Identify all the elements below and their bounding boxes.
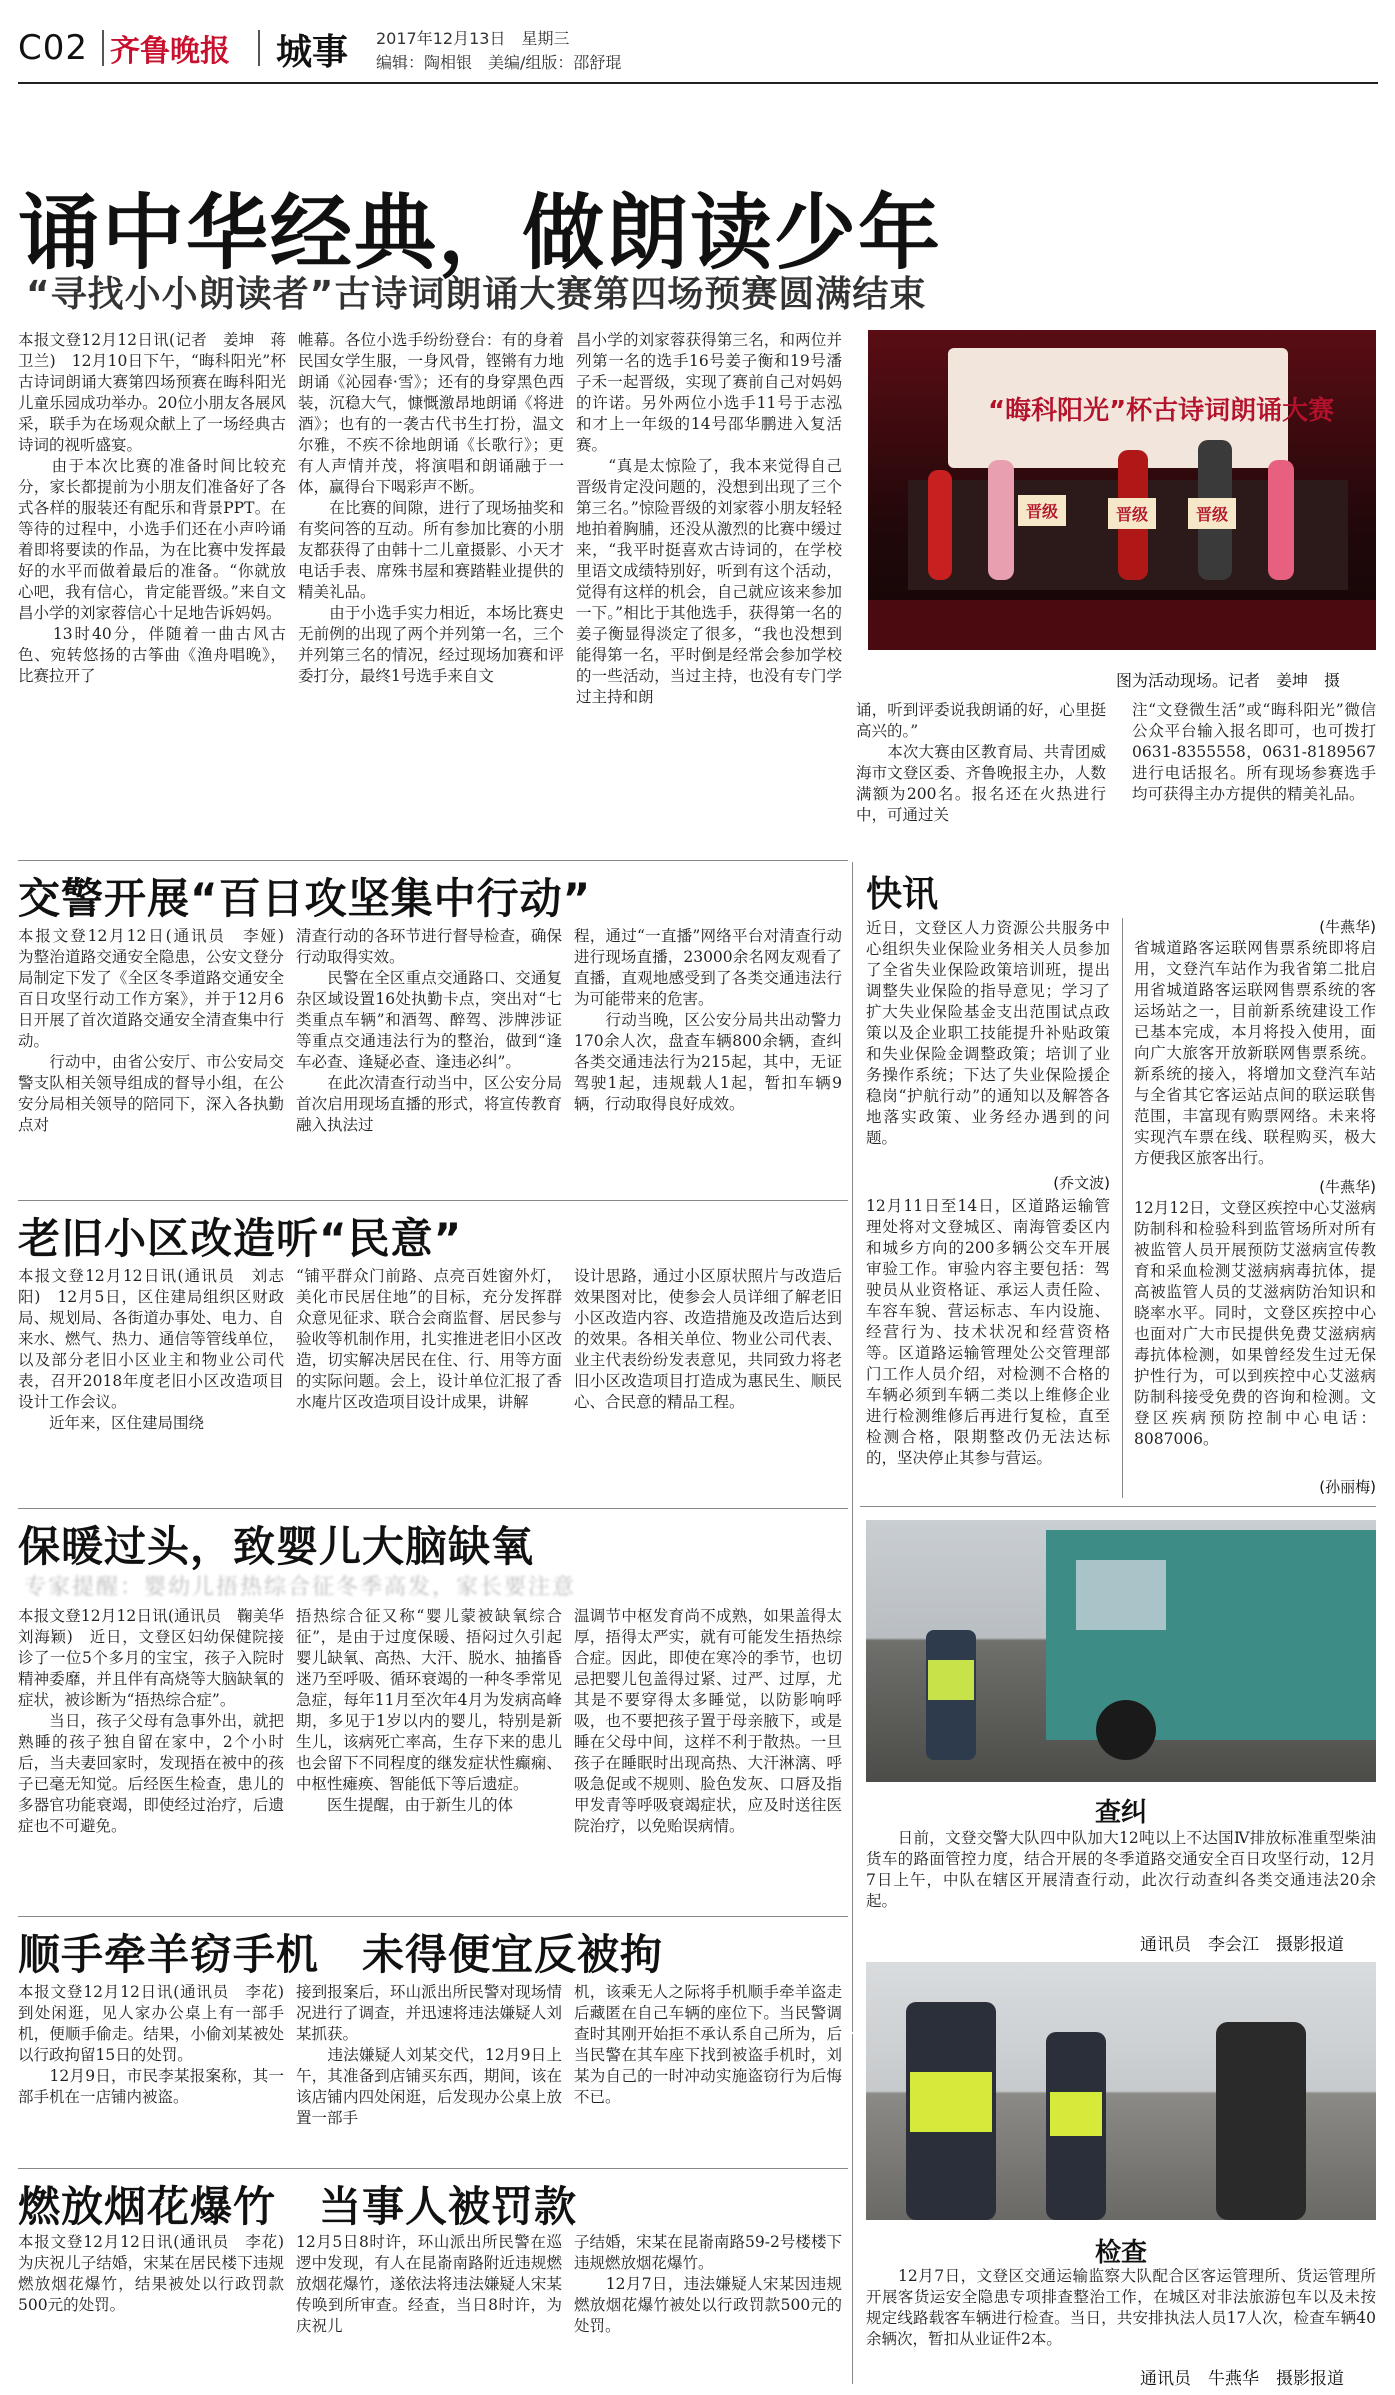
renovation-column-2: “铺平群众门前路、点亮百姓窗外灯，美化市民居住地”的目标，充分发挥群众意见征求、联合会商监督、居民参与验收等机制作用，扎实推进老旧小区改造，切实解决居民在住、行、用等方面的实际问题。会上，设计单位汇报了香水庵片区改造项目设计成果，讲解 [296, 1267, 562, 1411]
phone-column-1: 本报文登12月12日讯(通讯员 李花) 到处闲逛，见人家办公桌上有一部手机，便顺手偷走。结果，小偷刘某被处以行政拘留15日的处罚。 12月9日，市民李某报案称，其一部手机在一店铺内被盗。 [18, 1983, 284, 2106]
traffic-headline: 交警开展“百日攻坚集中行动” [18, 874, 592, 923]
renovation-headline: 老旧小区改造听“民意” [18, 1214, 463, 1263]
lead-column-3: 昌小学的刘家蓉获得第三名，和两位并列第一名的选手16号姜子衡和19号潘子禾一起晋级，实现了赛前自己对妈妈的许诺。另外两位小选手11号于志泓和才上一年级的14号邵华鹏进入复活赛。 “真是太惊险了，我本来觉得自己晋级肯定没问题的，没想到出现了三个第三名。”惊险晋级的刘家蓉小朋友轻轻地拍着胸脯，还没从激烈的比赛中缓过来，“我平时挺喜欢古诗词的，在学校里语文成绩特别好，听到有这个活动，觉得有这样的机会，自己就应该来参加一下。”相比于其他选手，获得第一名的姜子衡显得淡定了很多，“我也没想到能得第一名，平时倒是经常会参加学校的一些活动，当过主持，也没有专门学过主持和朗 [576, 331, 842, 706]
column-divider [852, 862, 853, 2032]
lead-subhead: “寻找小小朗读者”古诗词朗诵大赛第四场预赛圆满结束 [26, 274, 927, 315]
section-divider [860, 1506, 1376, 1507]
promotion-sign: 晋级 [1108, 498, 1156, 529]
section-name: 城事 [276, 32, 349, 73]
renovation-column-3: 设计思路，通过小区原状照片与改造后效果图对比，使参会人员详细了解老旧小区改造内容、改造措施及改造后达到的效果。各相关单位、物业公司代表、业主代表纷纷发表意见，共同致力将老旧小区改造项目打造成为惠民生、顺民心、合民意的精品工程。 [574, 1267, 842, 1411]
section-divider [18, 860, 848, 861]
baby-column-1: 本报文登12月12日讯(通讯员 鞠美华 刘海颖) 近日，文登区妇幼保健院接诊了一位5个多月的宝宝，孩子入院时精神委靡，并且伴有高烧等大脑缺氧的症状，被诊断为“捂热综合症”。 当日，孩子父母有急事外出，就把熟睡的孩子独自留在家中，2个小时后，当夫妻回家时，发现捂在被中的孩子已毫无知觉。后经医生检查，患儿的多器官功能衰竭，即使经过治疗，后遗症也不可避免。 [18, 1607, 284, 1835]
baby-headline: 保暖过头，致婴儿大脑缺氧 [18, 1522, 535, 1571]
kuaixun-byline: (乔文波) [1053, 1174, 1110, 1192]
newspaper-logo: 齐鲁晚报 [110, 34, 230, 69]
lead-column-4: 诵，听到评委说我朗诵的好，心里挺高兴的。” 本次大赛由区教育局、共青团威海市文登区委、齐鲁晚报主办，人数满额为200名。报名还在火热进行中，可通过关 [856, 701, 1106, 824]
fireworks-column-3: 子结婚，宋某在昆嵛南路59-2号楼楼下违规燃放烟花爆竹。 12月7日，违法嫌疑人宋某因违规燃放烟花爆竹被处以行政罚款500元的处罚。 [574, 2233, 842, 2335]
lead-column-5: 注“文登微生活”或“晦科阳光”微信公众平台输入报名即可，也可拨打0631-8355558，0631-8189567进行电话报名。所有现场参赛选手均可获得主办方提供的精美礼品。 [1132, 701, 1376, 803]
promotion-sign: 晋级 [1018, 495, 1066, 526]
column-divider [852, 2034, 853, 2384]
lead-headline: 诵中华经典，做朗读少年 [18, 186, 943, 281]
masthead [18, 22, 1378, 74]
kuaixun-item-2: 12月11日至14日，区道路运输管理处将对文登城区、南海管委区内和城乡方向的200多辆公交车开展审验工作。审验内容主要包括：驾驶员从业资格证、承运人责任险、车容车貌、营运标志、车内设施、经营行为、技术状况和经营资格等。区道路运输管理处公交管理部门工作人员介绍，对检测不合格的车辆必须到车辆二类以上维修企业进行检测维修后再进行复检，直至检测合格，限期整改仍无法达标的，坚决停止其参与营运。 [866, 1197, 1110, 1467]
section-divider [18, 1916, 848, 1917]
child-figure [988, 460, 1014, 580]
phone-column-2: 接到报案后，环山派出所民警对现场情况进行了调查，并迅速将违法嫌疑人刘某抓获。 违法嫌疑人刘某交代，12月9日上午，其准备到店铺买东西，期间，该在该店铺内四处闲逛，后发现办公桌上放置一部手 [296, 1983, 562, 2127]
traffic-column-1: 本报文登12月12日(通讯员 李娅) 为整治道路交通安全隐患，公安文登分局制定下发了《全区冬季道路交通安全百日攻坚行动工作方案》，并于12月6日开展了首次道路交通安全清查集中行动。 行动中，由省公安厅、市公安局交警支队相关领导组成的督导小组，在公安分局相关领导的陪同下，深入各执勤点对 [18, 927, 284, 1134]
child-figure [1268, 460, 1294, 580]
column-divider [1122, 918, 1123, 1498]
jiancha-photo [866, 1962, 1376, 2220]
chajiu-photo [866, 1520, 1376, 1782]
child-figure [928, 470, 952, 580]
jiancha-title: 检查 [1094, 2238, 1147, 2268]
jiancha-text: 12月7日，文登区交通运输监察大队配合区客运管理所、货运管理所开展客货运安全隐患专项排查整治工作，在城区对非法旅游包车以及未按规定线路载客车辆进行检查。当日，共安排执法人员17人次，检查车辆40余辆次，暂扣从业证件2本。 [866, 2267, 1376, 2348]
editors-line: 编辑：陶相银 美编/组版：邵舒琨 [376, 53, 622, 72]
kuaixun-item-1: 近日，文登区人力资源公共服务中心组织失业保险业务相关人员参加了全省失业保险政策培训班，提出调整失业保险的指导意见；学习了扩大失业保险基金支出范围试点政策以及企业职工技能提升补贴政策和失业保险金调整政策；培训了业务操作系统；下达了失业保险援企稳岗“护航行动”的通知以及解答各地落实政策、业务经办遇到的问题。 [866, 919, 1110, 1147]
divider [258, 30, 260, 66]
baby-column-3: 温调节中枢发育尚不成熟，如果盖得太厚，捂得太严实，就有可能发生捂热综合症。因此，即使在寒冷的季节，也切忌把婴儿包盖得过紧、过严、过厚，尤其是不要穿得太多睡觉，以防影响呼吸，也不要把孩子置于母亲腋下，或是睡在父母中间，这样不利于散热。一旦孩子在睡眠时出现高热、大汗淋漓、呼吸急促或不规则、脸色发灰、口唇及指甲发青等呼吸衰竭症状，应及时送往医院治疗，以免贻误病情。 [574, 1607, 842, 1835]
kuaixun-byline: (牛燕华) [1319, 1178, 1376, 1196]
fireworks-column-2: 12月5日8时许，环山派出所民警在巡逻中发现，有人在昆嵛南路附近违规燃放烟花爆竹，遂依法将违法嫌疑人宋某传唤到所审查。经查，当日8时许，为庆祝儿 [296, 2233, 562, 2335]
baby-column-2: 捂热综合征又称“婴儿蒙被缺氧综合征”，是由于过度保暖、捂闷过久引起婴儿缺氧、高热、大汗、脱水、抽搐昏迷乃至呼吸、循环衰竭的一种冬季常见急症，每年11月至次年4月为发病高峰期，多见于1岁以内的婴儿，特别是新生儿，该病死亡率高，生存下来的患儿也会留下不同程度的继发症状性癫痫、中枢性瘫痪、智能低下等后遗症。 医生提醒，由于新生儿的体 [296, 1607, 562, 1814]
lead-photo-caption: 图为活动现场。记者 姜坤 摄 [1116, 671, 1341, 690]
section-divider [18, 2168, 848, 2169]
lead-column-2: 帷幕。各位小选手纷纷登台：有的身着民国女学生服，一身风骨，铿锵有力地朗诵《沁园春·雪》；还有的身穿黑色西装，沉稳大气，慷慨激昂地朗诵《将进酒》；也有的一袭古代书生打扮，温文尔雅，不疾不徐地朗诵《长歌行》；更有人声情并茂，将演唱和朗诵融于一体，赢得台下喝彩声不断。 在比赛的间隙，进行了现场抽奖和有奖问答的互动。所有参加比赛的小朋友都获得了由韩十二儿童摄影、小天才电话手表、席殊书屋和赛踏鞋业提供的精美礼品。 由于小选手实力相近，本场比赛史无前例的出现了两个并列第一名，三个并列第三名的情况，经过现场加赛和评委打分，最终1号选手来自文 [298, 331, 564, 685]
kuaixun-item-3: 省城道路客运联网售票系统即将启用，文登汽车站作为我省第二批启用省城道路客运联网售票系统的客运场站之一，目前新系统建设工作已基本完成，本月将投入使用，面向广大旅客开放新联网售票系统。新系统的接入，将增加文登汽车站与全省其它客运站点间的联运联售范围，丰富现有购票网络。未来将实现汽车票在线、联程购买，极大方便我区旅客出行。 [1134, 939, 1376, 1167]
issue-date: 2017年12月13日 星期三 [376, 29, 570, 48]
stage-floor [868, 600, 1376, 650]
phone-headline: 顺手牵羊窃手机 未得便宜反被拘 [18, 1930, 664, 1979]
promotion-sign: 晋级 [1188, 498, 1236, 529]
jiancha-credit: 通讯员 牛燕华 摄影报道 [1140, 2369, 1344, 2389]
fireworks-headline: 燃放烟花爆竹 当事人被罚款 [18, 2182, 578, 2231]
masthead-rule [18, 82, 1378, 84]
truck-window [1076, 1560, 1166, 1630]
renovation-column-1: 本报文登12月12日讯(通讯员 刘志阳) 12月5日，区住建局组织区财政局、规划局、各街道办事处、电力、自来水、燃气、热力、通信等管线单位，以及部分老旧小区业主和物业公司代表，召开2018年度老旧小区改造项目设计工作会议。 近年来，区住建局围绕 [18, 1267, 284, 1432]
kuaixun-headline: 快讯 [866, 874, 939, 915]
section-divider [18, 1200, 848, 1201]
lead-photo [868, 330, 1376, 650]
divider [102, 30, 104, 66]
reflective-vest [910, 2072, 992, 2132]
lead-column-1: 本报文登12月12日讯(记者 姜坤 蒋卫兰) 12月10日下午，“晦科阳光”杯古诗词朗诵大赛第四场预赛在晦科阳光儿童乐园成功举办。20位小朋友各展风采，联手为在场观众献上了一场经典古诗词的视听盛宴。 由于本次比赛的准备时间比较充分，家长都提前为小朋友们准备好了各式各样的服装还有配乐和背景PPT。在等待的过程中，小选手们还在小声吟诵着即将要读的作品，为在比赛中发挥最好的水平而做着最后的准备。“你就放心吧，我有信心，肯定能晋级。”来自文昌小学的刘家蓉信心十足地告诉妈妈。 13时40分，伴随着一曲古风古色、宛转悠扬的古筝曲《渔舟唱晚》，比赛拉开了 [18, 331, 286, 685]
reflective-vest [1050, 2092, 1102, 2136]
stage-banner: “晦科阳光”杯古诗词朗诵大赛 [988, 396, 1335, 426]
page-number: C02 [18, 28, 89, 68]
kuaixun-byline: (孙丽梅) [1319, 1478, 1376, 1496]
traffic-column-3: 程，通过“一直播”网络平台对清查行动进行现场直播，23000余名网友观看了直播，直观地感受到了各类交通违法行为可能带来的危害。 行动当晚，区公安分局共出动警力170余人次，盘查车辆800余辆，查纠各类交通违法行为215起，其中，无证驾驶1起，违规载人1起，暂扣车辆9辆，行动取得良好成效。 [574, 927, 842, 1113]
driver-figure [1216, 2022, 1306, 2220]
kuaixun-item-4: 12月12日，文登区疾控中心艾滋病防制科和检验科到监管场所对所有被监管人员开展预防艾滋病宣传教育和采血检测艾滋病病毒抗体，提高被监管人员的艾滋病防治知识和晓率水平。同时，文登区疾控中心也面对广大市民提供免费艾滋病病毒抗体检测，如果曾经发生过无保护性行为，可以到疾控中心艾滋病防制科接受免费的咨询和检测。文登区疾病预防控制中心电话：8087006。 [1134, 1199, 1376, 1448]
chajiu-text: 日前，文登交警大队四中队加大12吨以上不达国Ⅳ排放标准重型柴油货车的路面管控力度，结合开展的冬季道路交通安全百日攻坚行动，12月7日上午，中队在辖区开展清查行动，此次行动查纠各类交通违法20余起。 [866, 1829, 1376, 1910]
section-divider [18, 1508, 848, 1509]
reflective-vest [928, 1660, 974, 1700]
baby-subhead: 专家提醒：婴幼儿捂热综合征冬季高发，家长要注意 [24, 1575, 577, 1600]
chajiu-credit: 通讯员 李会江 摄影报道 [1140, 1935, 1344, 1955]
fireworks-column-1: 本报文登12月12日讯(通讯员 李花) 为庆祝儿子结婚，宋某在居民楼下违规燃放烟花爆竹，结果被处以行政罚款500元的处罚。 [18, 2233, 300, 2314]
chajiu-title: 查纠 [1094, 1798, 1147, 1828]
phone-column-3: 机，该乘无人之际将手机顺手牵羊盗走后藏匿在自己车辆的座位下。当民警调查时其刚开始拒不承认系自己所为，后当民警在其车座下找到被盗手机时，刘某为自己的一时冲动实施盗窃行为后悔不已。 [574, 1983, 842, 2106]
truck-wheel [1096, 1700, 1156, 1760]
traffic-column-2: 清查行动的各环节进行督导检查，确保行动取得实效。 民警在全区重点交通路口、交通复杂区域设置16处执勤卡点，突出对“七类重点车辆”和酒驾、醉驾、涉牌涉证等重点交通违法行为的整治，做到“逢车必查、逢疑必查、逢违必纠”。 在此次清查行动当中，区公安分局首次启用现场直播的形式，将宣传教育融入执法过 [296, 927, 562, 1134]
kuaixun-byline: (牛燕华) [1319, 918, 1376, 936]
